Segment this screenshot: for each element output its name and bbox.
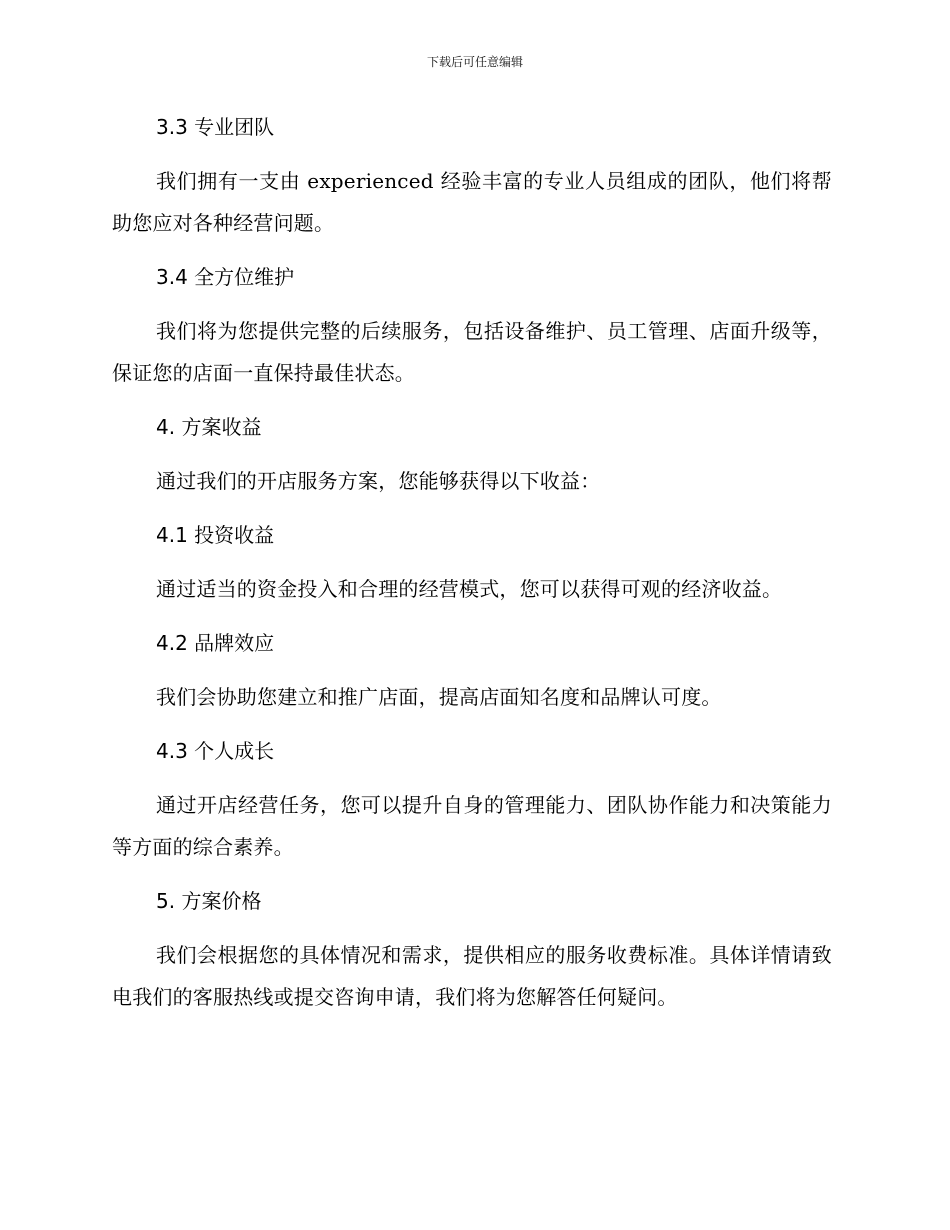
- section-text-5: 我们会根据您的具体情况和需求，提供相应的服务收费标准。具体详情请致电我们的客服热线或提交咨询申请，我们将为您解答任何疑问。: [112, 943, 832, 1009]
- section-text-4-1: 通过适当的资金投入和合理的经营模式，您可以获得可观的经济收益。: [156, 577, 783, 601]
- section-heading-5: 5. 方案价格: [156, 889, 262, 913]
- section-text-4-2: 我们会协助您建立和推广店面，提高店面知名度和品牌认可度。: [156, 685, 722, 709]
- section-heading-4-2: 4.2 品牌效应: [156, 631, 275, 655]
- section-text-4-3: 通过开店经营任务，您可以提升自身的管理能力、团队协作能力和决策能力等方面的综合素养。: [112, 793, 832, 859]
- section-heading-4-3: 4.3 个人成长: [156, 739, 275, 763]
- section-heading-3-3: 3.3 专业团队: [156, 115, 275, 139]
- section-text-3-3: 我们拥有一支由 experienced 经验丰富的专业人员组成的团队，他们将帮助您应对各种经营问题。: [112, 169, 832, 235]
- section-heading-4: 4. 方案收益: [156, 415, 262, 439]
- section-text-3-4: 我们将为您提供完整的后续服务，包括设备维护、员工管理、店面升级等，保证您的店面一直保持最佳状态。: [112, 319, 832, 385]
- section-heading-3-4: 3.4 全方位维护: [156, 265, 295, 289]
- document-body: [112, 108, 832, 1018]
- header-note: 下载后可任意编辑: [426, 55, 523, 69]
- section-text-4: 通过我们的开店服务方案，您能够获得以下收益：: [156, 469, 601, 493]
- section-heading-4-1: 4.1 投资收益: [156, 523, 275, 547]
